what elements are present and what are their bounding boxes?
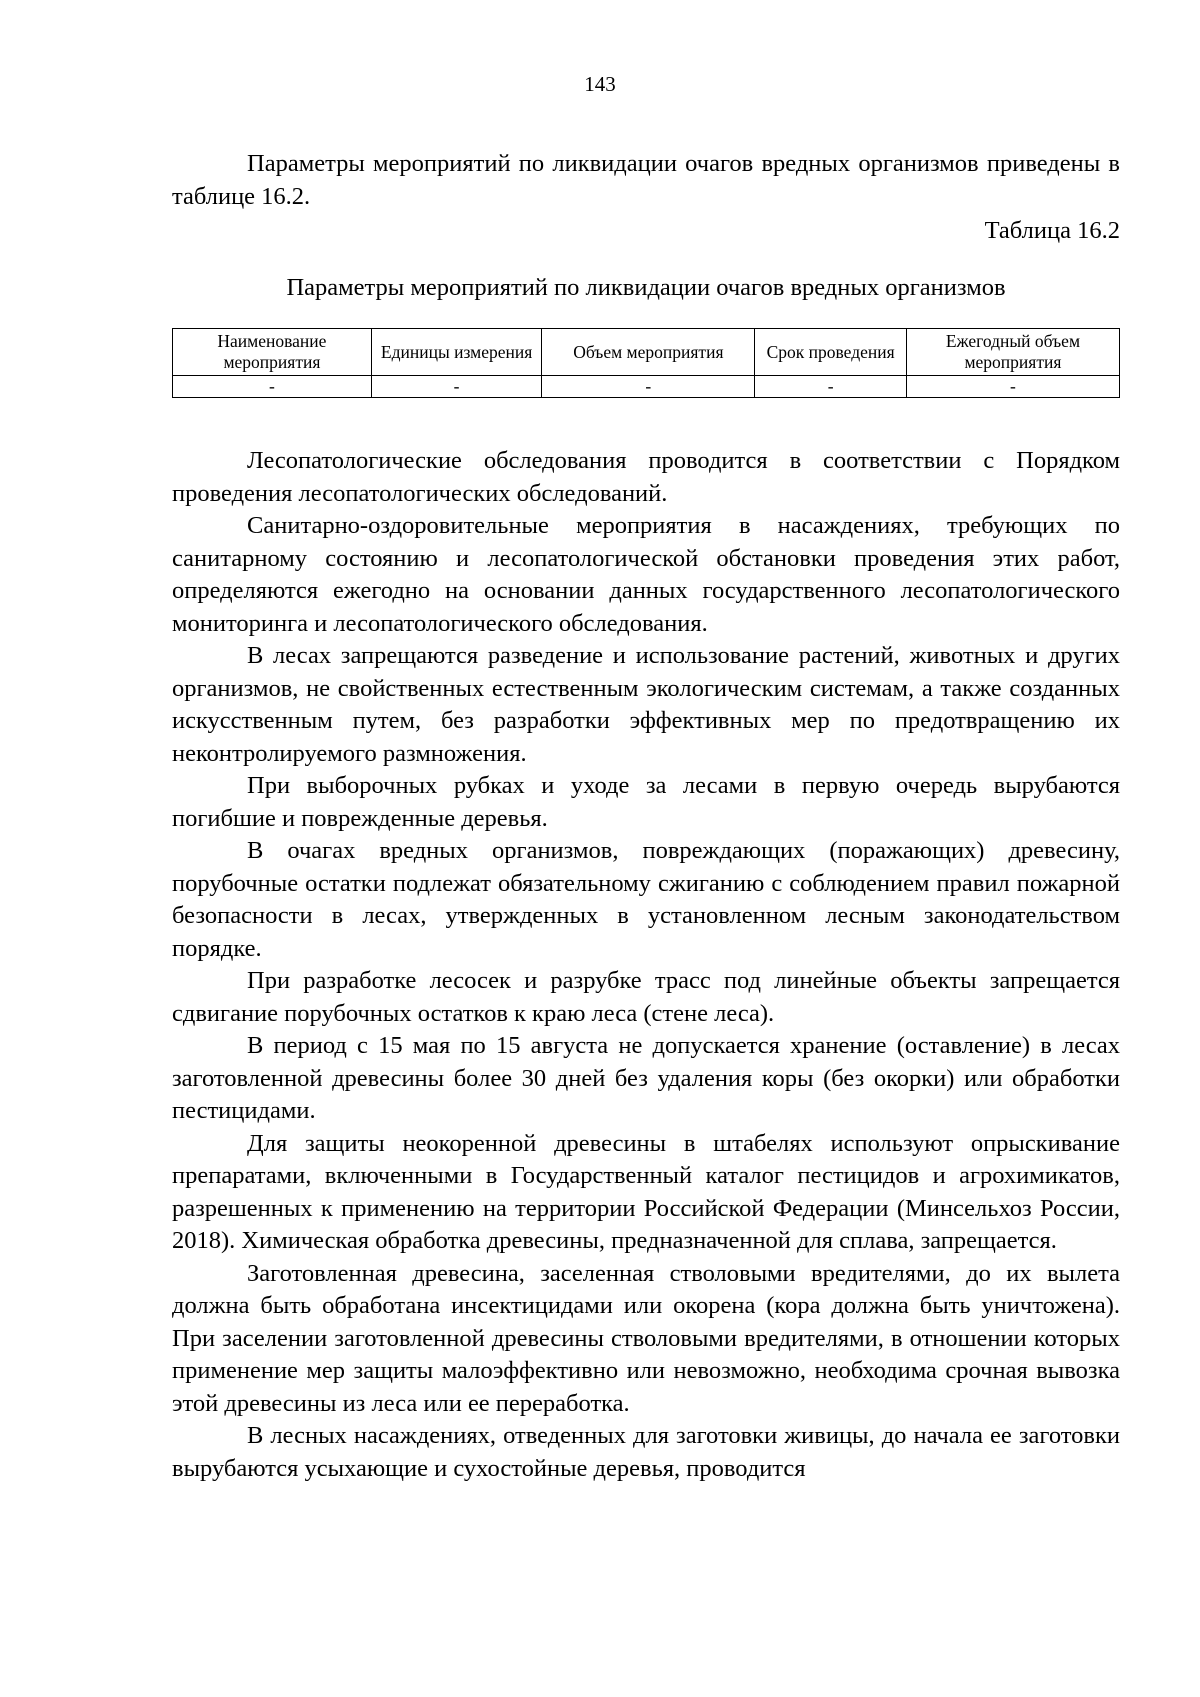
body-paragraph: В лесных насаждениях, отведенных для заготовки живицы, до начала ее заготовки вырубаются усыхающие и сухостойные деревья, проводится: [172, 1422, 1120, 1482]
intro-paragraph: Параметры мероприятий по ликвидации очагов вредных организмов приведены в таблице 16.2.: [172, 150, 1120, 210]
body-paragraph: Лесопатологические обследования проводится в соответствии с Порядком проведения лесопатологических обследований.: [172, 447, 1120, 507]
body-paragraph: Санитарно-оздоровительные мероприятия в насаждениях, требующих по санитарному состоянию и лесопатологической обстановки проведения этих работ, определяются ежегодно на основании данных государственного лесопатологического мониторинга и лесопатологического обследования.: [172, 512, 1120, 637]
table-row: [173, 376, 1120, 398]
table-cell: -: [755, 376, 907, 398]
table-header-cell: Ежегодный объем мероприятия: [906, 329, 1119, 376]
table-header-row: [173, 329, 1120, 376]
params-table: [172, 328, 1120, 398]
body-paragraph: Для защиты неокоренной древесины в штабелях используют опрыскивание препаратами, включенными в Государственный каталог пестицидов и агрохимикатов, разрешенных к применению на территории Российской Федерации (Минсельхоз России, 2018). Химическая обработка древесины, предназначенной для сплава, запрещается.: [172, 1129, 1120, 1254]
table-label: Таблица 16.2: [984, 217, 1120, 244]
page-number: 143: [584, 72, 616, 96]
table-title: Параметры мероприятий по ликвидации очагов вредных организмов: [286, 273, 1006, 301]
body-paragraph: В очагах вредных организмов, повреждающих (поражающих) древесину, порубочные остатки подлежат обязательному сжиганию с соблюдением правил пожарной безопасности в лесах, утвержденных в установленном лесным законодательством порядке.: [172, 837, 1120, 962]
body-paragraph: При разработке лесосек и разрубке трасс под линейные объекты запрещается сдвигание порубочных остатков к краю леса (стене леса).: [172, 967, 1120, 1027]
body-paragraph: В период с 15 мая по 15 августа не допускается хранение (оставление) в лесах заготовленной древесины более 30 дней без удаления коры (без окорки) или обработки пестицидами.: [172, 1032, 1120, 1124]
table-header-cell: Объем мероприятия: [542, 329, 755, 376]
table-cell: -: [906, 376, 1119, 398]
table-header-cell: Срок проведения: [755, 329, 907, 376]
body-paragraph: В лесах запрещаются разведение и использование растений, животных и других организмов, не свойственных естественным экологическим системам, а также созданных искусственным путем, без разработки эффективных мер по предотвращению их неконтролируемого размножения.: [172, 642, 1120, 767]
body-paragraph: При выборочных рубках и уходе за лесами в первую очередь вырубаются погибшие и поврежденные деревья.: [172, 772, 1120, 832]
document-body: [172, 148, 1120, 1485]
table-header-cell: Наименование мероприятия: [173, 329, 372, 376]
table-cell: -: [542, 376, 755, 398]
table-header-cell: Единицы измерения: [371, 329, 541, 376]
table-cell: -: [371, 376, 541, 398]
body-paragraph: Заготовленная древесина, заселенная стволовыми вредителями, до их вылета должна быть обработана инсектицидами или окорена (кора должна быть уничтожена). При заселении заготовленной древесины стволовыми вредителями, в отношении которых применение мер защиты малоэффективно или невозможно, необходима срочная вывозка этой древесины из леса или ее переработка.: [172, 1259, 1120, 1417]
table-cell: -: [173, 376, 372, 398]
